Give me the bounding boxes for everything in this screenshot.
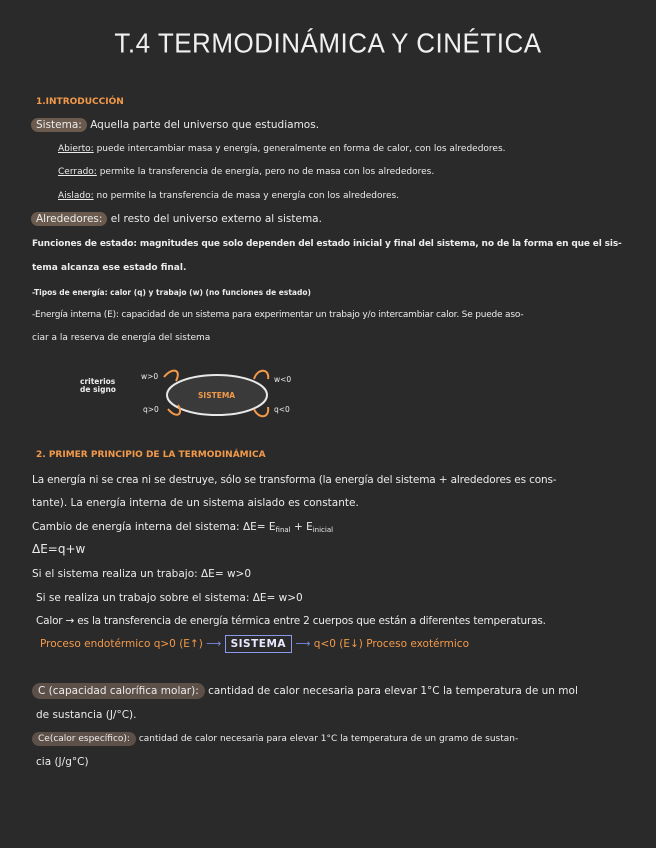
w-out-arrow	[254, 371, 268, 379]
w-in-arrow	[164, 371, 178, 381]
abierto-definition	[58, 142, 506, 156]
c-def-1: cantidad de calor necesaria para elevar 1°C la temperatura de un mol	[204, 685, 578, 697]
c-term: C (capacidad calorífica molar):	[32, 683, 205, 699]
endotermico-label: Proceso endotérmico q>0 (E↑)	[40, 638, 203, 650]
cambio-energia-line	[32, 520, 333, 537]
sistema-box: SISTEMA	[225, 635, 292, 653]
trabajo-line-2: Si se realiza un trabajo sobre el sistema: ΔE= w>0	[36, 592, 303, 604]
alrededores-definition	[36, 212, 322, 226]
w-positive: w>0	[141, 372, 159, 381]
sistema-definition	[36, 118, 319, 132]
proceso-line	[40, 635, 469, 653]
page-title: T.4 TERMODINÁMICA Y CINÉTICA	[114, 26, 542, 60]
cambio-eq	[243, 521, 333, 533]
section-heading-intro: 1.INTRODUCCIÓN	[36, 97, 124, 107]
calor-especifico-line-1	[38, 732, 518, 746]
aislado-term: Aislado:	[58, 191, 94, 201]
sign-criteria-diagram	[72, 365, 312, 423]
criterios-line-2: de signo	[80, 385, 116, 394]
cambio-sub-inicial: inicial	[312, 526, 334, 534]
sistema-label: SISTEMA	[198, 391, 236, 400]
calor-especifico-line-2: cia (J/g°C)	[36, 756, 89, 768]
section-heading-primer-principio: 2. PRIMER PRINCIPIO DE LA TERMODINÁMICA	[36, 450, 266, 460]
ce-term: Ce(calor específico):	[32, 732, 136, 746]
criterios-label	[80, 378, 116, 394]
aislado-def: no permite la transferencia de masa y energía con los alrededores.	[96, 191, 400, 201]
formula-delta-e: ΔE=q+w	[32, 542, 86, 556]
cerrado-def: permite la transferencia de energía, pero no de masa con los alrededores.	[99, 167, 435, 177]
criterios-line-1: criterios	[80, 377, 116, 386]
exotermico-label: q<0 (E↓) Proceso exotérmico	[313, 638, 469, 650]
calor-definition: Calor → es la transferencia de energía térmica entre 2 cuerpos que están a diferentes temperaturas.	[36, 615, 546, 627]
w-negative: w<0	[274, 375, 292, 384]
principio-line-2: tante). La energía interna de un sistema aislado es constante.	[32, 497, 359, 509]
arrow-right-icon: ⟶	[206, 638, 222, 650]
sistema-def: Aquella parte del universo que estudiamos.	[90, 119, 320, 131]
energia-interna-line-2: ciar a la reserva de energía del sistema	[32, 333, 211, 343]
q-positive: q>0	[143, 405, 159, 414]
arrow-right-icon: ⟶	[295, 638, 311, 650]
abierto-def: puede intercambiar masa y energía, generalmente en forma de calor, con los alrededores.	[96, 144, 506, 154]
alrededores-def: el resto del universo externo al sistema.	[110, 213, 322, 225]
cerrado-definition	[58, 165, 434, 179]
cambio-sub-final: final	[275, 526, 291, 534]
alrededores-term: Alrededores:	[31, 212, 107, 226]
funciones-line-2: tema alcanza ese estado final.	[32, 263, 187, 273]
principio-line-1: La energía ni se crea ni se destruye, sólo se transforma (la energía del sistema + alrededores es cons-	[32, 474, 557, 486]
sistema-term: Sistema:	[31, 118, 87, 132]
cambio-eq-b: + E	[290, 521, 313, 533]
trabajo-line-1: Si el sistema realiza un trabajo: ΔE= w>0	[32, 568, 252, 580]
capacidad-calorifica-line-1	[38, 684, 578, 698]
energia-interna-line-1: -Energía interna (E): capacidad de un sistema para experimentar un trabajo y/o intercambiar calor. Se puede aso-	[32, 310, 524, 320]
capacidad-calorifica-line-2: de sustancia (J/°C).	[36, 709, 137, 721]
abierto-term: Abierto:	[58, 144, 94, 154]
aislado-definition	[58, 189, 399, 203]
cambio-label: Cambio de energía interna del sistema:	[32, 521, 240, 533]
ce-def-1: cantidad de calor necesaria para elevar 1°C la temperatura de un gramo de sustan-	[135, 734, 519, 744]
funciones-line-1: Funciones de estado: magnitudes que solo dependen del estado inicial y final del sistema, no de la forma en que el sis-	[32, 239, 622, 249]
cerrado-term: Cerrado:	[58, 167, 97, 177]
cambio-eq-a: ΔE= E	[242, 521, 276, 533]
tipos-energia: -Tipos de energía: calor (q) y trabajo (w) (no funciones de estado)	[32, 288, 311, 297]
q-negative: q<0	[274, 405, 290, 414]
